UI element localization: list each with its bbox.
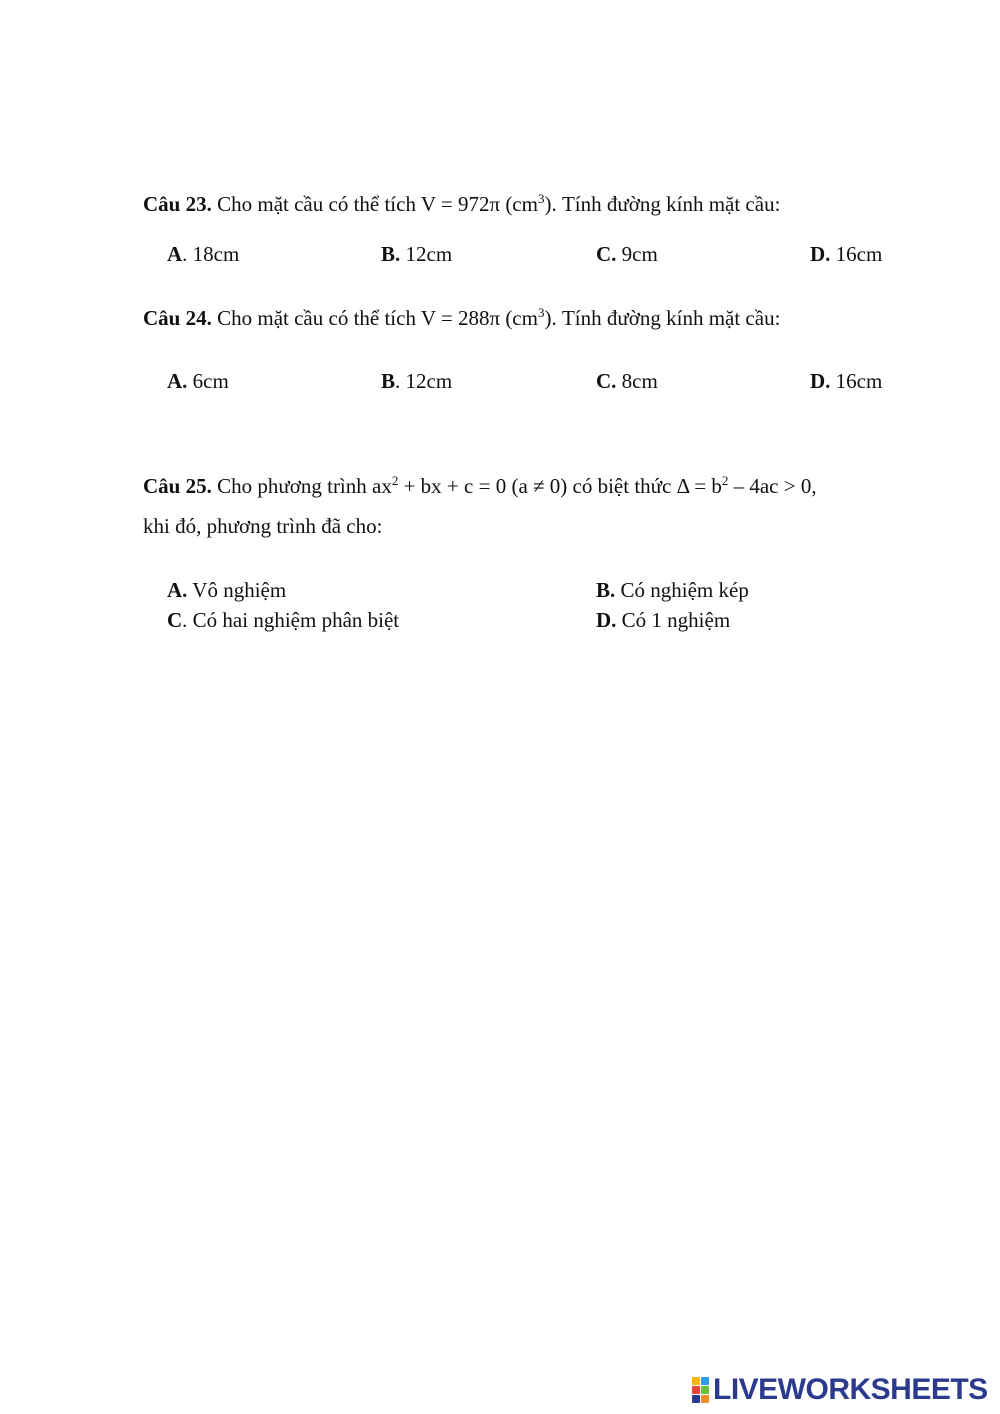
option-d[interactable]: D. 16cm xyxy=(810,242,883,266)
question-23 xyxy=(143,184,780,224)
logo-square xyxy=(692,1386,700,1394)
logo-mark-icon xyxy=(692,1377,709,1403)
logo-square xyxy=(701,1377,709,1385)
option-b[interactable]: B. 12cm xyxy=(381,242,453,266)
question-label: Câu 23. xyxy=(143,192,212,216)
option-b[interactable]: B. Có nghiệm kép xyxy=(596,578,749,602)
option-a[interactable]: A. 18cm xyxy=(167,242,240,266)
logo-square xyxy=(692,1395,700,1403)
question-text: Cho mặt cầu có thể tích V = 972π $(cm^3)$. Tính đường kính mặt cầu: xyxy=(217,191,781,216)
option-c[interactable]: C. 8cm xyxy=(596,369,658,393)
question-text: Cho mặt cầu có thể tích V = 288π $(cm^3)$. Tính đường kính mặt cầu: xyxy=(217,305,781,330)
question-25-line-2: khi đó, phương trình đã cho: xyxy=(143,514,383,538)
option-b[interactable]: B. 12cm xyxy=(381,369,453,393)
option-d[interactable]: D. Có 1 nghiệm xyxy=(596,608,731,632)
liveworksheets-logo[interactable] xyxy=(692,1372,988,1408)
question-24 xyxy=(143,298,780,338)
logo-square xyxy=(692,1377,700,1385)
logo-square xyxy=(701,1395,709,1403)
logo-text: LIVEWORKSHEETS xyxy=(713,1373,988,1406)
question-text: Cho phương trình $ax^2$ + bx + c = 0 (a ≠ 0) có biệt thức $\Delta = b^2 - 4ac > 0$, xyxy=(217,473,817,498)
option-a[interactable]: A. 6cm xyxy=(167,369,229,393)
logo-square xyxy=(701,1386,709,1394)
question-label: Câu 25. xyxy=(143,474,212,498)
question-label: Câu 24. xyxy=(143,306,212,330)
option-a[interactable]: A. Vô nghiệm xyxy=(167,578,287,602)
question-25 xyxy=(143,466,817,506)
option-c[interactable]: C. 9cm xyxy=(596,242,658,266)
option-c[interactable]: C. Có hai nghiệm phân biệt xyxy=(167,608,400,632)
option-d[interactable]: D. 16cm xyxy=(810,369,883,393)
